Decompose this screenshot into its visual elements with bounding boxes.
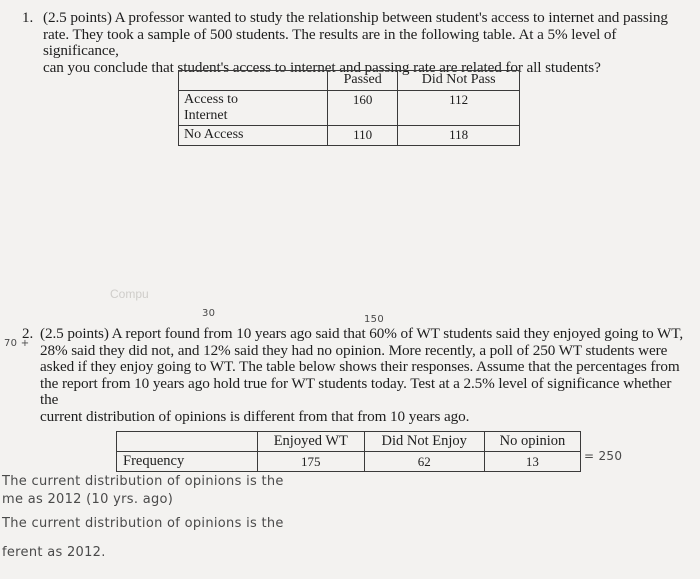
handwritten-150: 150 [364, 314, 384, 325]
row-label-line: Internet [184, 108, 228, 123]
question-2-line: 28% said they did not, and 12% said they had no opinion. More recently, a poll of 250 WT students were [40, 341, 668, 359]
cell-no-opinion: 13 [484, 452, 580, 472]
header-enjoyed: Enjoyed WT [258, 432, 365, 452]
opinion-frequency-table [116, 431, 581, 472]
internet-access-table [178, 70, 520, 146]
handwritten-note-line: ferent as 2012. [2, 545, 106, 560]
header-passed: Passed [328, 71, 398, 91]
cell-access-did-not-pass: 112 [398, 91, 520, 126]
handwritten-note-line: me as 2012 (10 yrs. ago) [2, 492, 174, 507]
table-corner-cell [117, 432, 258, 452]
question-2-line: current distribution of opinions is different from that from 10 years ago. [40, 407, 470, 425]
table-row [179, 91, 520, 126]
row-label-no-access: No Access [179, 126, 328, 146]
question-2-number: 2. [22, 326, 34, 342]
question-2-line: the report from 10 years ago hold true for WT students today. Test at a 2.5% level of significance whether the [40, 374, 672, 409]
question-1-line: (2.5 points) A professor wanted to study the relationship between student's access to internet and passing [43, 9, 668, 26]
row-label-frequency: Frequency [117, 452, 258, 472]
header-no-opinion: No opinion [484, 432, 580, 452]
question-1-text [43, 10, 683, 76]
cell-did-not-enjoy: 62 [364, 452, 484, 472]
handwritten-note-line: The current distribution of opinions is the [2, 516, 284, 531]
table-corner-cell [179, 71, 328, 91]
question-2-line: (2.5 points) A report found from 10 years ago said that 60% of WT students said they enjoyed going to WT, [40, 325, 684, 342]
row-label-line: Access to [184, 92, 239, 107]
handwritten-30: 30 [202, 308, 216, 319]
cell-enjoyed: 175 [258, 452, 365, 472]
handwritten-total: = 250 [584, 449, 623, 463]
cell-noaccess-passed: 110 [328, 126, 398, 146]
question-2-line: asked if they enjoy going to WT. The table below shows their responses. Assume that the percentages from [40, 358, 680, 376]
handwritten-70-plus: 70 + [4, 338, 30, 349]
question-1-line: rate. They took a sample of 500 students. The results are in the following table. At a 5% level of significance, [43, 25, 617, 60]
table-header-row [117, 432, 581, 452]
table-header-row [179, 71, 520, 91]
question-1-number: 1. [22, 10, 34, 26]
cell-noaccess-did-not-pass: 118 [398, 126, 520, 146]
row-label-access [179, 91, 328, 126]
question-1-line: can you conclude that student's access to internet and passing rate are related for all students? [43, 58, 601, 76]
header-did-not-enjoy: Did Not Enjoy [364, 432, 484, 452]
table-row [117, 452, 581, 472]
table-row [179, 126, 520, 146]
cell-access-passed: 160 [328, 91, 398, 126]
question-2-text [40, 326, 685, 426]
header-did-not-pass: Did Not Pass [398, 71, 520, 91]
faded-background-text: Compu [110, 287, 149, 301]
handwritten-note-line: The current distribution of opinions is the [2, 474, 284, 489]
